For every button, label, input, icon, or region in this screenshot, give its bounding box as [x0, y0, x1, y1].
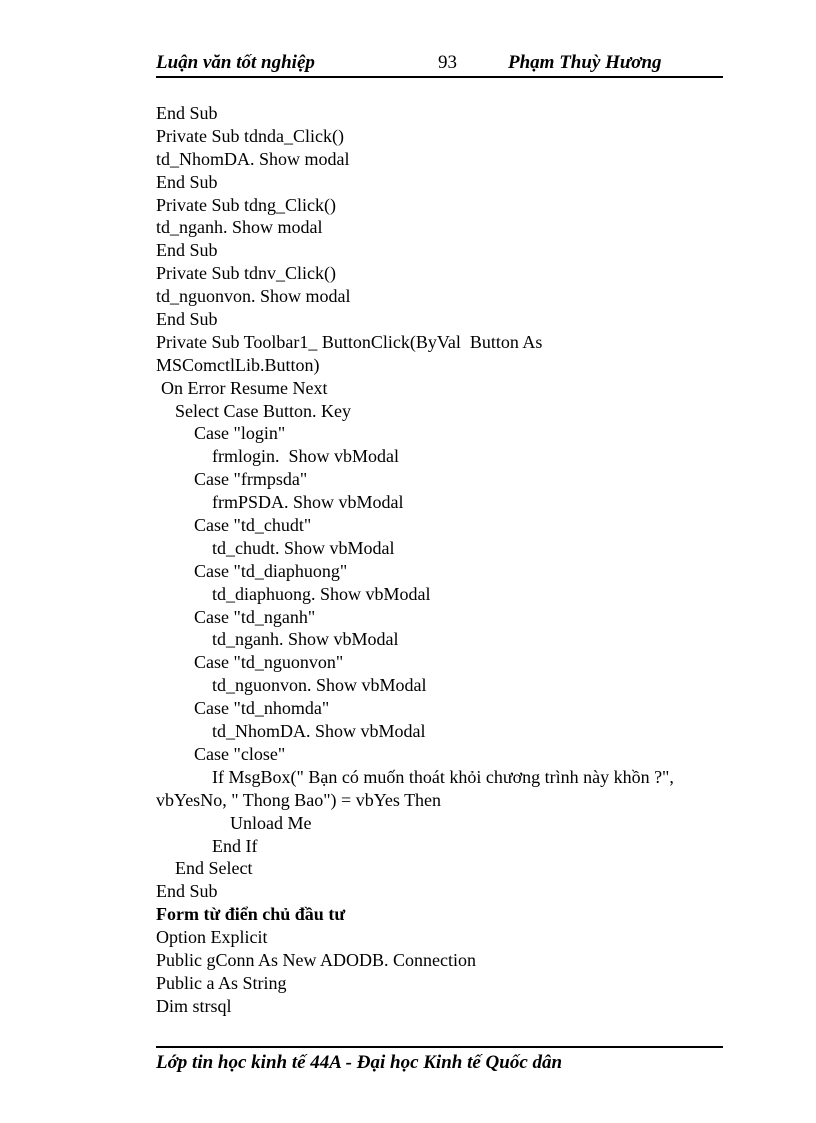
code-line: Select Case Button. Key: [175, 400, 351, 421]
code-listing: [156, 102, 723, 1018]
code-line: End Sub: [156, 103, 218, 123]
code-line: Public gConn As New ADODB. Connection: [156, 949, 477, 970]
footer-class-info: Lớp tin học kinh tế 44A - Đại học Kinh tế Quốc dân: [156, 1052, 563, 1073]
code-line: Private Sub tdng_Click(): [156, 194, 336, 215]
code-line: td_nguonvon. Show modal: [156, 286, 351, 307]
code-line: End Sub: [156, 881, 218, 902]
code-line: td_nguonvon. Show vbModal: [212, 675, 427, 696]
code-line: td_nganh. Show vbModal: [212, 629, 399, 650]
code-line: Private Sub Toolbar1_ ButtonClick(ByVal Button As: [156, 331, 543, 352]
code-line: Public a As String: [156, 972, 287, 993]
code-line: Unload Me: [230, 812, 312, 833]
header-author: Phạm Thuỳ Hương: [508, 52, 662, 73]
page-header: [156, 50, 723, 78]
page-footer: [156, 1046, 723, 1074]
code-line: Case "td_nganh": [194, 606, 316, 627]
code-line: td_NhomDA. Show modal: [156, 148, 350, 169]
code-line: Case "td_chudt": [194, 515, 312, 536]
code-line: Case "td_nguonvon": [194, 652, 344, 673]
code-line: Option Explicit: [156, 927, 268, 948]
code-line: td_NhomDA. Show vbModal: [212, 721, 426, 742]
code-line: Dim strsql: [156, 995, 232, 1016]
code-line: Case "close": [194, 743, 286, 764]
code-line: Private Sub tdnda_Click(): [156, 125, 344, 146]
code-line: Case "td_nhomda": [194, 698, 330, 719]
code-line: Private Sub tdnv_Click(): [156, 263, 336, 284]
code-line: Case "td_diaphuong": [194, 560, 348, 581]
code-line: End If: [212, 835, 258, 856]
code-line: MSComctlLib.Button): [156, 354, 320, 375]
code-line: td_chudt. Show vbModal: [212, 537, 395, 558]
code-line: End Sub: [156, 171, 218, 192]
code-line: Case "login": [194, 423, 286, 444]
code-line: End Select: [175, 858, 253, 879]
code-line: td_nganh. Show modal: [156, 217, 323, 238]
code-line: Case "frmpsda": [194, 469, 308, 490]
code-line: End Sub: [156, 240, 218, 261]
code-line: If MsgBox(" Bạn có muốn thoát khỏi chương trình này khồn ?",: [212, 766, 674, 787]
code-line: End Sub: [156, 309, 218, 330]
code-line: td_diaphuong. Show vbModal: [212, 583, 431, 604]
code-line: On Error Resume Next: [161, 377, 328, 398]
code-line: frmlogin. Show vbModal: [212, 446, 399, 467]
page-number: 93: [438, 52, 457, 73]
section-heading: Form từ điển chủ đầu tư: [156, 904, 346, 925]
code-line: vbYesNo, " Thong Bao") = vbYes Then: [156, 789, 442, 810]
code-line: frmPSDA. Show vbModal: [212, 492, 404, 513]
header-thesis-title: Luận văn tốt nghiệp: [156, 52, 315, 73]
